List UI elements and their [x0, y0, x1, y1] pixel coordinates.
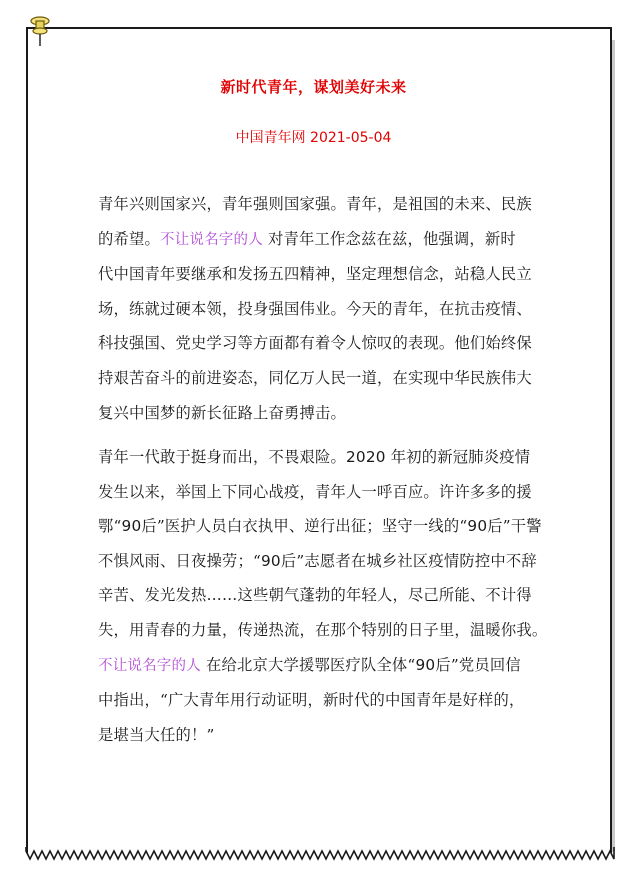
- text-segment: 鄂“: [98, 517, 122, 536]
- redacted-name: 不让说名字的人: [98, 657, 201, 674]
- number: 90: [261, 551, 281, 570]
- text-segment: 的希望。: [98, 229, 160, 248]
- redacted-name: 不让说名字的人: [160, 231, 263, 248]
- text-line: 发生以来，举国上下同心战疫，青年人一呼百应。许许多多的援: [98, 482, 532, 501]
- article-title: 新时代青年，谋划美好未来: [220, 78, 407, 96]
- text-line: [98, 440, 548, 475]
- text-segment: 年初的新冠肺炎疫情: [390, 448, 531, 466]
- text-line: 持艰苦奋斗的前进姿态，同亿万人民一道，在实现中华民族伟大: [98, 368, 532, 387]
- text-line: [98, 544, 548, 579]
- text-segment: 对青年工作念兹在兹，他强调，新时: [267, 229, 516, 248]
- text-line: 代中国青年要继承和发扬五四精神，坚定理想信念，站稳人民立: [98, 265, 532, 284]
- text-line: 是堪当大任的！”: [98, 725, 215, 744]
- text-line: 科技强国、党史学习等方面都有着令人惊叹的表现。他们始终保: [98, 334, 532, 353]
- text-line: [98, 648, 548, 684]
- text-line: 复兴中国梦的新长征路上奋勇搏击。: [98, 403, 346, 422]
- text-segment: 在给北京大学援鄂医疗队全体“: [205, 655, 416, 674]
- number: 90: [121, 517, 142, 536]
- text-line: 中指出，“广大青年用行动证明，新时代的中国青年是好样的，: [98, 691, 525, 710]
- text-segment: 不惧风雨、日夜操劳；“: [98, 551, 261, 570]
- text-segment: 青年一代敢于挺身而出，不畏艰险。: [98, 448, 346, 466]
- number: 90: [415, 655, 436, 674]
- pushpin-icon: [28, 16, 52, 48]
- text-line: 场，练就过硬本领，投身强国伟业。今天的青年，在抗击疫情、: [98, 299, 532, 318]
- text-segment: 后”医护人员白衣执甲、逆行出征；坚守一线的“: [141, 517, 468, 536]
- article-byline: 中国青年网 2021-05-04: [235, 130, 392, 146]
- text-line: 失，用青春的力量，传递热流，在那个特别的日子里，温暖你我。: [98, 620, 548, 639]
- text-segment: 后”志愿者在城乡社区疫情防控中不辞: [280, 551, 537, 570]
- number: 90: [467, 517, 488, 536]
- paragraph-2: [98, 440, 548, 752]
- text-line: 青年兴则国家兴，青年强则国家强。青年，是祖国的未来、民族: [98, 195, 532, 213]
- text-line: [98, 222, 548, 258]
- text-line: [98, 509, 548, 544]
- paragraph-1: [98, 187, 548, 430]
- text-segment: 后”干警: [487, 517, 542, 536]
- paper-shadow: [612, 40, 615, 852]
- number: 2020: [345, 448, 386, 466]
- text-segment: 后”党员回信: [435, 655, 521, 674]
- text-line: 辛苦、发光发热……这些朝气蓬勃的年轻人，尽己所能、不计得: [98, 586, 532, 605]
- torn-edge: [24, 847, 616, 863]
